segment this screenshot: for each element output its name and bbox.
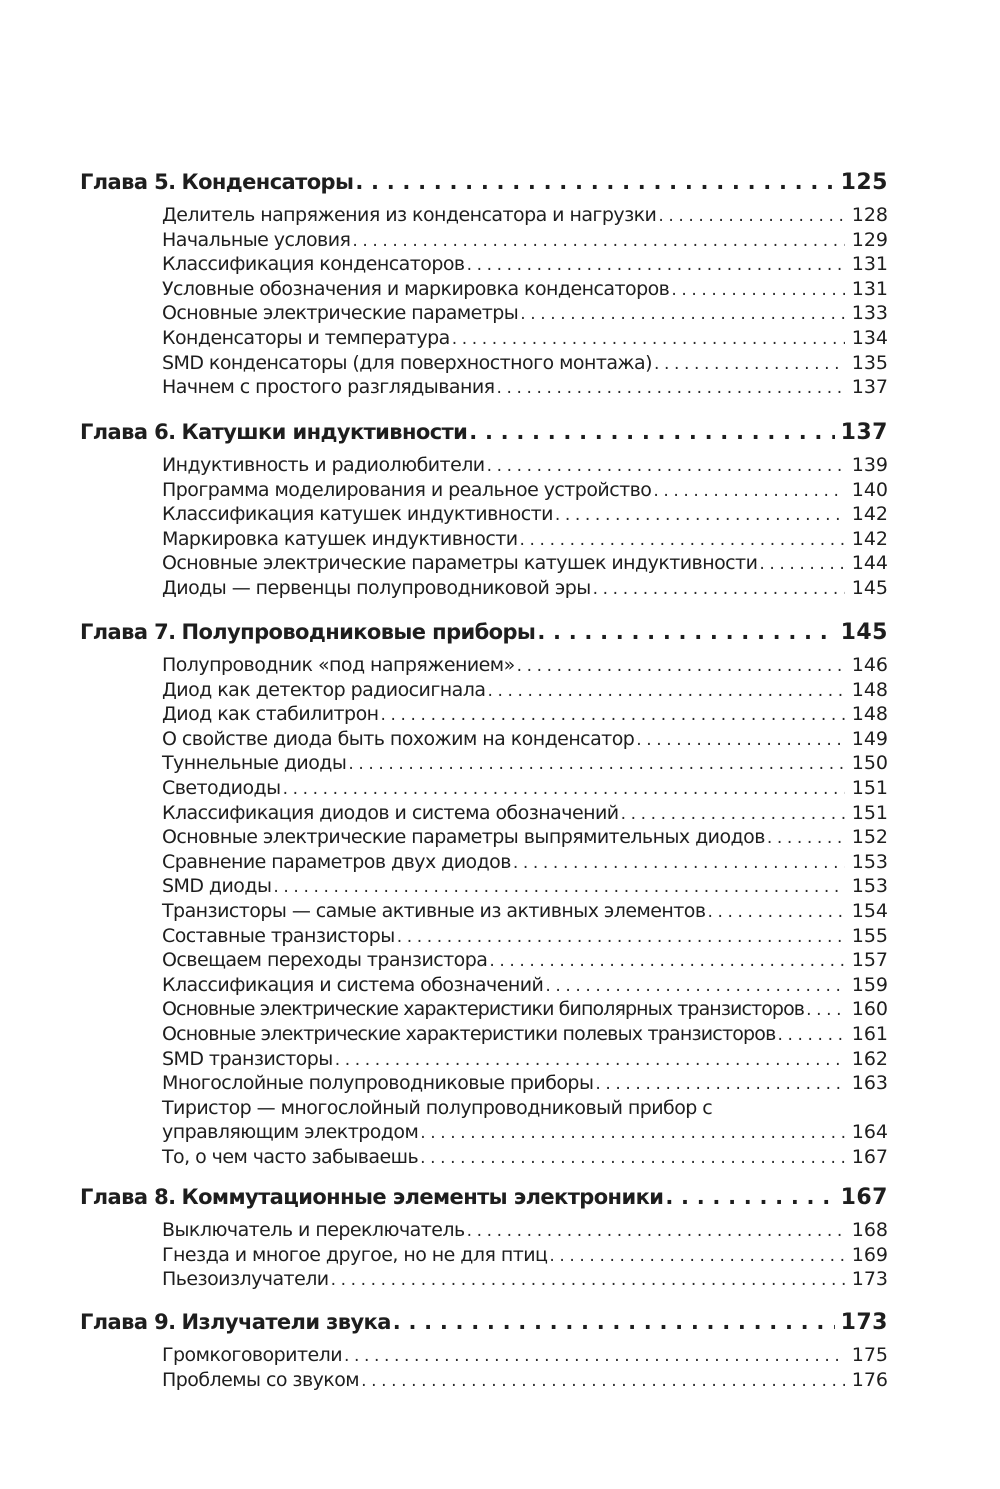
chapter-9 xyxy=(80,1310,888,1393)
section-entry xyxy=(162,752,888,777)
chapter-heading xyxy=(80,420,888,450)
section-title: Диод как стабилитрон xyxy=(162,703,379,726)
dot-leader xyxy=(283,779,845,799)
section-page-number: 146 xyxy=(851,654,888,676)
dot-leader xyxy=(393,1310,835,1334)
dot-leader xyxy=(537,620,834,644)
section-title: Начнем с простого разглядывания xyxy=(162,376,495,399)
section-title: То, о чем часто забываешь xyxy=(162,1145,419,1168)
dot-leader xyxy=(636,730,845,750)
section-entry xyxy=(162,1268,888,1293)
dot-leader xyxy=(497,378,845,398)
dot-leader xyxy=(595,1074,845,1094)
section-title: Сравнение параметров двух диодов xyxy=(162,850,511,873)
dot-leader xyxy=(671,280,845,300)
section-title: SMD транзисторы xyxy=(162,1047,333,1070)
dot-leader xyxy=(487,681,845,701)
section-entry xyxy=(162,229,888,254)
section-page-number: 154 xyxy=(851,899,888,922)
chapter-page-number: 125 xyxy=(840,170,888,195)
section-page-number: 159 xyxy=(851,973,888,996)
dot-leader xyxy=(273,877,845,897)
chapter-title: Конденсаторы xyxy=(181,170,354,194)
section-entry xyxy=(162,875,888,900)
dot-leader xyxy=(467,255,845,275)
section-title: Транзисторы — самые активные из активных элементов xyxy=(162,899,706,922)
section-entry xyxy=(162,552,888,577)
section-entry xyxy=(162,654,888,679)
dot-leader xyxy=(520,304,845,324)
section-title-line-2: управляющим электродом xyxy=(162,1121,419,1144)
section-page-number: 142 xyxy=(851,527,888,550)
dot-leader xyxy=(513,853,845,873)
section-title: Условные обозначения и маркировка конденсаторов xyxy=(162,277,670,300)
section-entry xyxy=(162,728,888,753)
chapter-number: Глава 9. xyxy=(80,1310,176,1334)
section-list xyxy=(80,204,888,401)
section-page-number: 162 xyxy=(851,1047,888,1070)
section-page-number: 134 xyxy=(851,326,888,349)
chapter-6 xyxy=(80,420,888,602)
section-page-number: 139 xyxy=(851,454,888,476)
section-entry xyxy=(162,528,888,553)
dot-leader xyxy=(759,554,845,574)
section-title: Классификация катушек индуктивности xyxy=(162,503,553,526)
dot-leader xyxy=(487,456,845,476)
section-list xyxy=(80,654,888,1170)
chapter-page-number: 137 xyxy=(840,420,888,445)
section-page-number: 175 xyxy=(851,1344,888,1366)
section-entry xyxy=(162,454,888,479)
chapter-heading xyxy=(80,1310,888,1340)
section-title: Туннельные диоды xyxy=(162,752,347,775)
section-entry xyxy=(162,998,888,1023)
dot-leader xyxy=(545,976,845,996)
section-title: Основные электрические параметры xyxy=(162,302,519,325)
section-page-number: 133 xyxy=(851,302,888,325)
section-entry xyxy=(162,974,888,999)
section-entry xyxy=(162,352,888,377)
chapter-8 xyxy=(80,1185,888,1293)
section-title: Громкоговорители xyxy=(162,1344,342,1366)
section-page-number: 176 xyxy=(851,1368,888,1391)
dot-leader xyxy=(517,656,845,676)
section-list xyxy=(80,1344,888,1393)
dot-leader xyxy=(469,420,834,444)
chapter-title: Коммутационные элементы электроники xyxy=(181,1185,664,1209)
section-list xyxy=(80,1219,888,1293)
section-entry xyxy=(162,1072,888,1097)
section-entry xyxy=(162,949,888,974)
section-page-number: 140 xyxy=(851,478,888,501)
dot-leader xyxy=(778,1025,845,1045)
dot-leader xyxy=(549,1246,845,1266)
section-entry xyxy=(162,204,888,229)
section-title-line-1: Тиристор — многослойный полупроводниковый прибор с xyxy=(162,1096,713,1119)
section-title: Начальные условия xyxy=(162,228,351,251)
section-entry xyxy=(162,577,888,602)
dot-leader xyxy=(593,579,845,599)
section-title: Пьезоизлучатели xyxy=(162,1268,329,1291)
dot-leader xyxy=(361,1371,845,1391)
section-page-number: 129 xyxy=(851,228,888,251)
section-title: Освещаем переходы транзистора xyxy=(162,949,488,972)
dot-leader xyxy=(621,804,845,824)
dot-leader xyxy=(355,170,834,194)
dot-leader xyxy=(654,354,845,374)
chapter-page-number: 145 xyxy=(840,620,888,645)
section-page-number: 155 xyxy=(851,924,888,947)
chapter-number: Глава 6. xyxy=(80,420,176,444)
section-page-number: 144 xyxy=(851,552,888,575)
chapter-heading xyxy=(80,170,888,200)
section-entry xyxy=(162,1097,888,1146)
section-list xyxy=(80,454,888,602)
section-page-number: 163 xyxy=(851,1072,888,1095)
chapter-number: Глава 5. xyxy=(80,170,176,194)
chapter-title: Полупроводниковые приборы xyxy=(181,620,536,644)
chapter-number: Глава 8. xyxy=(80,1185,176,1209)
section-entry xyxy=(162,1048,888,1073)
section-title: Светодиоды xyxy=(162,776,281,799)
section-entry xyxy=(162,1344,888,1369)
dot-leader xyxy=(344,1346,845,1366)
section-page-number: 145 xyxy=(851,576,888,599)
section-page-number: 149 xyxy=(851,727,888,750)
section-entry xyxy=(162,1369,888,1394)
dot-leader xyxy=(331,1270,845,1290)
chapter-heading xyxy=(80,1185,888,1215)
section-title: Основные электрические параметры катушек индуктивности xyxy=(162,552,758,575)
section-title: Маркировка катушек индуктивности xyxy=(162,527,518,550)
dot-leader xyxy=(489,951,845,971)
section-title: Индуктивность и радиолюбители xyxy=(162,454,485,476)
chapter-heading xyxy=(80,620,888,650)
section-title: SMD конденсаторы (для поверхностного монтажа) xyxy=(162,351,652,374)
chapter-page-number: 167 xyxy=(840,1185,888,1210)
section-entry xyxy=(162,253,888,278)
section-entry xyxy=(162,703,888,728)
section-page-number: 152 xyxy=(851,826,888,849)
section-entry xyxy=(162,1023,888,1048)
section-page-number: 160 xyxy=(851,998,888,1021)
dot-leader xyxy=(420,1148,845,1168)
section-page-number: 153 xyxy=(851,850,888,873)
dot-leader xyxy=(708,902,845,922)
section-entry xyxy=(162,679,888,704)
section-entry xyxy=(162,1146,888,1171)
chapter-page-number: 173 xyxy=(840,1310,888,1335)
section-page-number: 151 xyxy=(851,776,888,799)
section-entry xyxy=(162,900,888,925)
section-entry xyxy=(162,1219,888,1244)
dot-leader xyxy=(767,828,845,848)
section-title: Классификация конденсаторов xyxy=(162,253,465,276)
dot-leader xyxy=(520,530,845,550)
section-title: Основные электрические характеристики биполярных транзисторов xyxy=(162,998,805,1021)
section-title: О свойстве диода быть похожим на конденсатор xyxy=(162,727,635,750)
dot-leader xyxy=(452,329,845,349)
section-page-number: 169 xyxy=(851,1243,888,1266)
section-title: Полупроводник «под напряжением» xyxy=(162,654,515,676)
section-page-number: 131 xyxy=(851,277,888,300)
section-title: Основные электрические параметры выпрямительных диодов xyxy=(162,826,765,849)
section-entry xyxy=(162,479,888,504)
section-entry xyxy=(162,302,888,327)
section-title: Конденсаторы и температура xyxy=(162,326,450,349)
section-title: Делитель напряжения из конденсатора и нагрузки xyxy=(162,204,657,226)
dot-leader xyxy=(381,705,845,725)
section-page-number: 148 xyxy=(851,703,888,726)
dot-leader xyxy=(420,1123,845,1143)
section-title: Классификация и система обозначений xyxy=(162,973,544,996)
section-page-number: 142 xyxy=(851,503,888,526)
section-page-number: 135 xyxy=(851,351,888,374)
section-title: Многослойные полупроводниковые приборы xyxy=(162,1072,594,1095)
dot-leader xyxy=(335,1050,845,1070)
dot-leader xyxy=(665,1185,834,1209)
section-title: Диоды — первенцы полупроводниковой эры xyxy=(162,576,591,599)
dot-leader xyxy=(467,1221,845,1241)
section-entry xyxy=(162,1244,888,1269)
dot-leader xyxy=(348,754,845,774)
chapter-title: Катушки индуктивности xyxy=(181,420,468,444)
section-page-number: 153 xyxy=(851,875,888,898)
section-page-number: 157 xyxy=(851,949,888,972)
section-title: Основные электрические характеристики полевых транзисторов xyxy=(162,1022,776,1045)
chapter-7 xyxy=(80,620,888,1170)
section-entry xyxy=(162,777,888,802)
section-title-line-2-row xyxy=(162,1121,888,1146)
section-page-number: 151 xyxy=(851,801,888,824)
dot-leader xyxy=(352,231,845,251)
section-entry xyxy=(162,826,888,851)
section-title: Гнезда и многое другое, но не для птиц xyxy=(162,1243,548,1266)
section-page-number: 131 xyxy=(851,253,888,276)
dot-leader xyxy=(653,481,845,501)
section-title: Классификация диодов и система обозначений xyxy=(162,801,619,824)
dot-leader xyxy=(397,927,845,947)
section-title: Программа моделирования и реальное устройство xyxy=(162,478,652,501)
section-title: Проблемы со звуком xyxy=(162,1368,360,1391)
section-entry xyxy=(162,802,888,827)
section-title: SMD диоды xyxy=(162,875,272,898)
section-page-number: 128 xyxy=(851,204,888,226)
dot-leader xyxy=(555,505,845,525)
section-page-number: 148 xyxy=(851,678,888,701)
dot-leader xyxy=(658,206,845,226)
section-page-number: 168 xyxy=(851,1219,888,1241)
section-entry xyxy=(162,376,888,401)
section-entry xyxy=(162,278,888,303)
section-page-number: 164 xyxy=(851,1121,888,1144)
chapter-number: Глава 7. xyxy=(80,620,176,644)
dot-leader xyxy=(806,1000,845,1020)
section-page-number: 173 xyxy=(851,1268,888,1291)
section-entry xyxy=(162,503,888,528)
section-entry xyxy=(162,851,888,876)
section-title: Составные транзисторы xyxy=(162,924,395,947)
section-entry xyxy=(162,327,888,352)
section-page-number: 161 xyxy=(851,1022,888,1045)
section-title: Выключатель и переключатель xyxy=(162,1219,465,1241)
chapter-5 xyxy=(80,170,888,401)
chapter-title: Излучатели звука xyxy=(181,1310,391,1334)
section-entry xyxy=(162,925,888,950)
section-page-number: 150 xyxy=(851,752,888,775)
section-title: Диод как детектор радиосигнала xyxy=(162,678,486,701)
section-page-number: 167 xyxy=(851,1145,888,1168)
section-page-number: 137 xyxy=(851,376,888,399)
